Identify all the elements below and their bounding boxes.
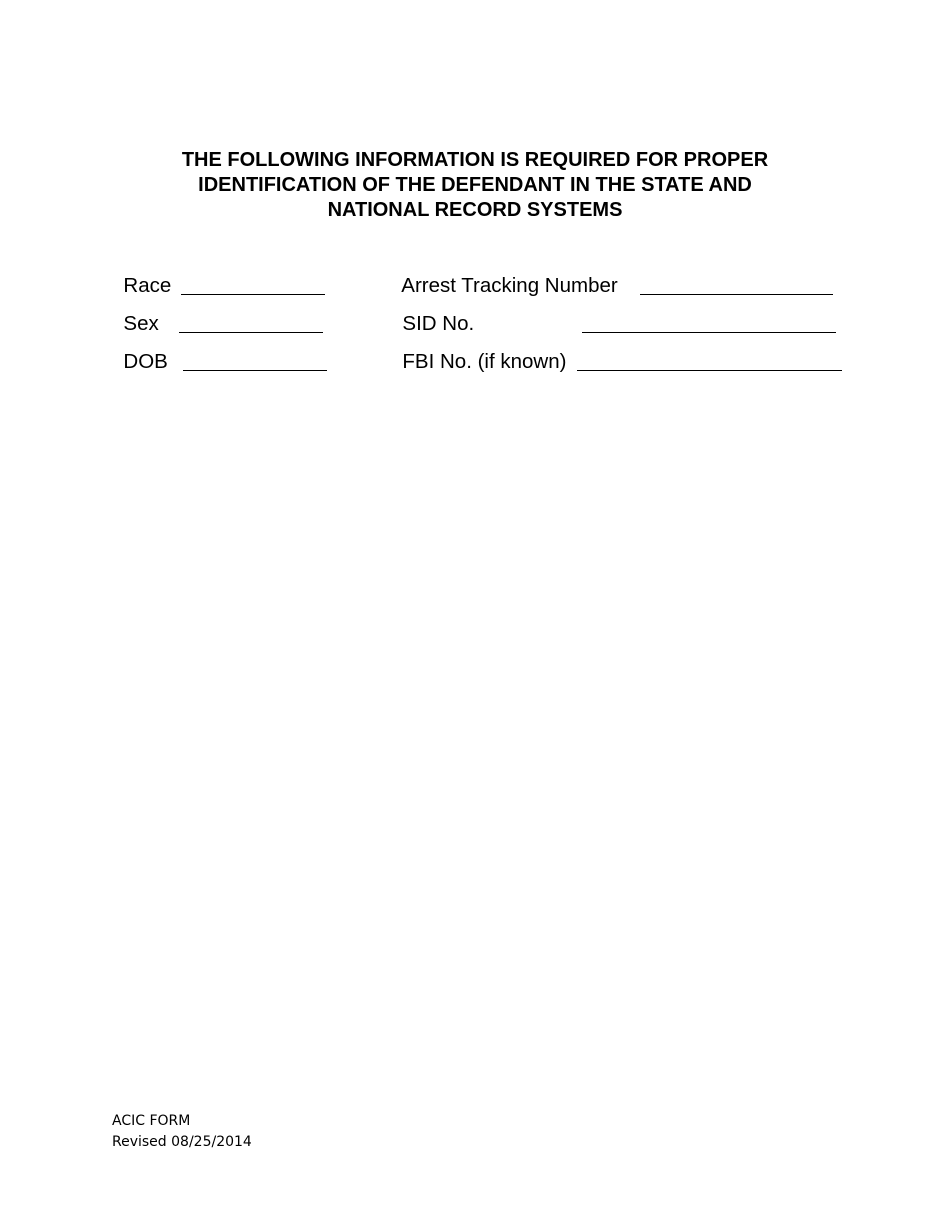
- footer-revised-date: Revised 08/25/2014: [112, 1134, 252, 1150]
- dob-blank[interactable]: [172, 326, 327, 377]
- page-footer: [112, 1111, 252, 1153]
- dob-label: DOB: [123, 350, 168, 373]
- heading-line-3: NATIONAL RECORD SYSTEMS: [327, 199, 623, 221]
- dob-field: [112, 326, 168, 374]
- footer-form-name: ACIC FORM: [112, 1113, 191, 1129]
- sex-label: Sex: [123, 312, 159, 335]
- form-heading: [100, 148, 850, 223]
- fbi-no-label: FBI No. (if known): [402, 350, 567, 373]
- race-label: Race: [123, 274, 172, 297]
- heading-line-2: IDENTIFICATION OF THE DEFENDANT IN THE STATE AND: [198, 174, 752, 196]
- fbi-no-blank[interactable]: [566, 326, 842, 377]
- heading-line-1: THE FOLLOWING INFORMATION IS REQUIRED FOR PROPER: [181, 149, 769, 171]
- arrest-tracking-number-label: Arrest Tracking Number: [401, 274, 618, 297]
- fbi-no-field: [391, 326, 566, 374]
- sid-no-label: SID No.: [402, 312, 475, 335]
